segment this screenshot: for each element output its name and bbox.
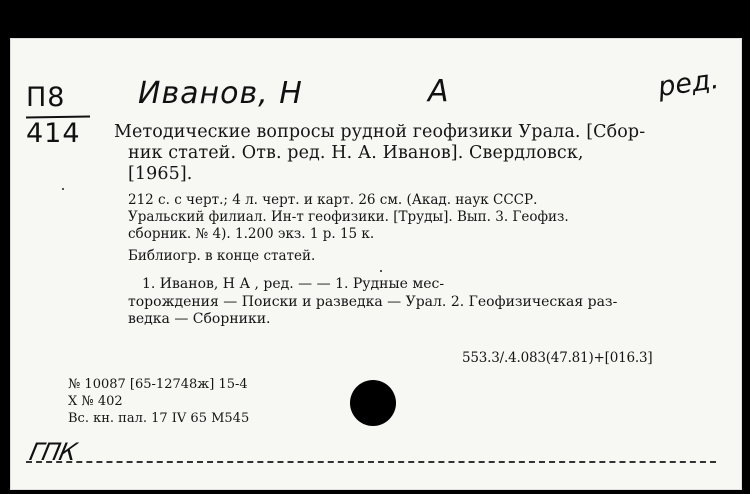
bibliography-note: Библиогр. в конце статей. bbox=[128, 248, 316, 264]
description-line: сборник. № 4). 1.200 экз. 1 р. 15 к. bbox=[128, 226, 375, 242]
accession-line: Х № 402 bbox=[68, 394, 123, 409]
book-title bbox=[114, 122, 645, 185]
punch-hole bbox=[350, 380, 396, 426]
bottom-rule bbox=[26, 461, 716, 463]
subject-tracing bbox=[128, 276, 617, 329]
handwritten-author: Иванов, Н bbox=[138, 76, 303, 111]
description-line: Уральский филиал. Ин-т геофизики. [Труды]. Вып. 3. Геофиз. bbox=[128, 209, 569, 225]
tracing-line: ведка — Сборники. bbox=[128, 311, 271, 327]
catalog-card bbox=[10, 38, 742, 490]
description-line: 212 с. с черт.; 4 л. черт. и карт. 26 см. (Акад. наук СССР. bbox=[128, 192, 538, 208]
handwritten-patronymic: А bbox=[428, 74, 449, 109]
title-line: ник статей. Отв. ред. Н. А. Иванов]. Свердловск, bbox=[128, 143, 584, 163]
call-number-top: П8 bbox=[26, 82, 66, 113]
handwritten-bottom-mark: ГПК bbox=[27, 438, 79, 466]
handwritten-role: ред. bbox=[656, 63, 721, 104]
accession-info bbox=[68, 376, 249, 427]
call-number-bottom: 414 bbox=[26, 118, 81, 149]
title-line: [1965]. bbox=[128, 164, 193, 184]
title-line: Методические вопросы рудной геофизики Урала. [Сбор- bbox=[114, 122, 646, 142]
accession-line: Вс. кн. пал. 17 IV 65 М545 bbox=[68, 411, 250, 426]
accession-line: № 10087 [65-12748ж] 15-4 bbox=[68, 377, 248, 392]
tracing-line: 1. Иванов, Н А , ред. — — 1. Рудные мес- bbox=[142, 276, 445, 292]
physical-description bbox=[128, 192, 569, 243]
speck bbox=[62, 188, 64, 190]
speck bbox=[380, 270, 382, 272]
classification-number: 553.3/.4.083(47.81)+[016.3] bbox=[462, 350, 653, 366]
tracing-line: торождения — Поиски и разведка — Урал. 2. Геофизическая раз- bbox=[128, 293, 618, 310]
